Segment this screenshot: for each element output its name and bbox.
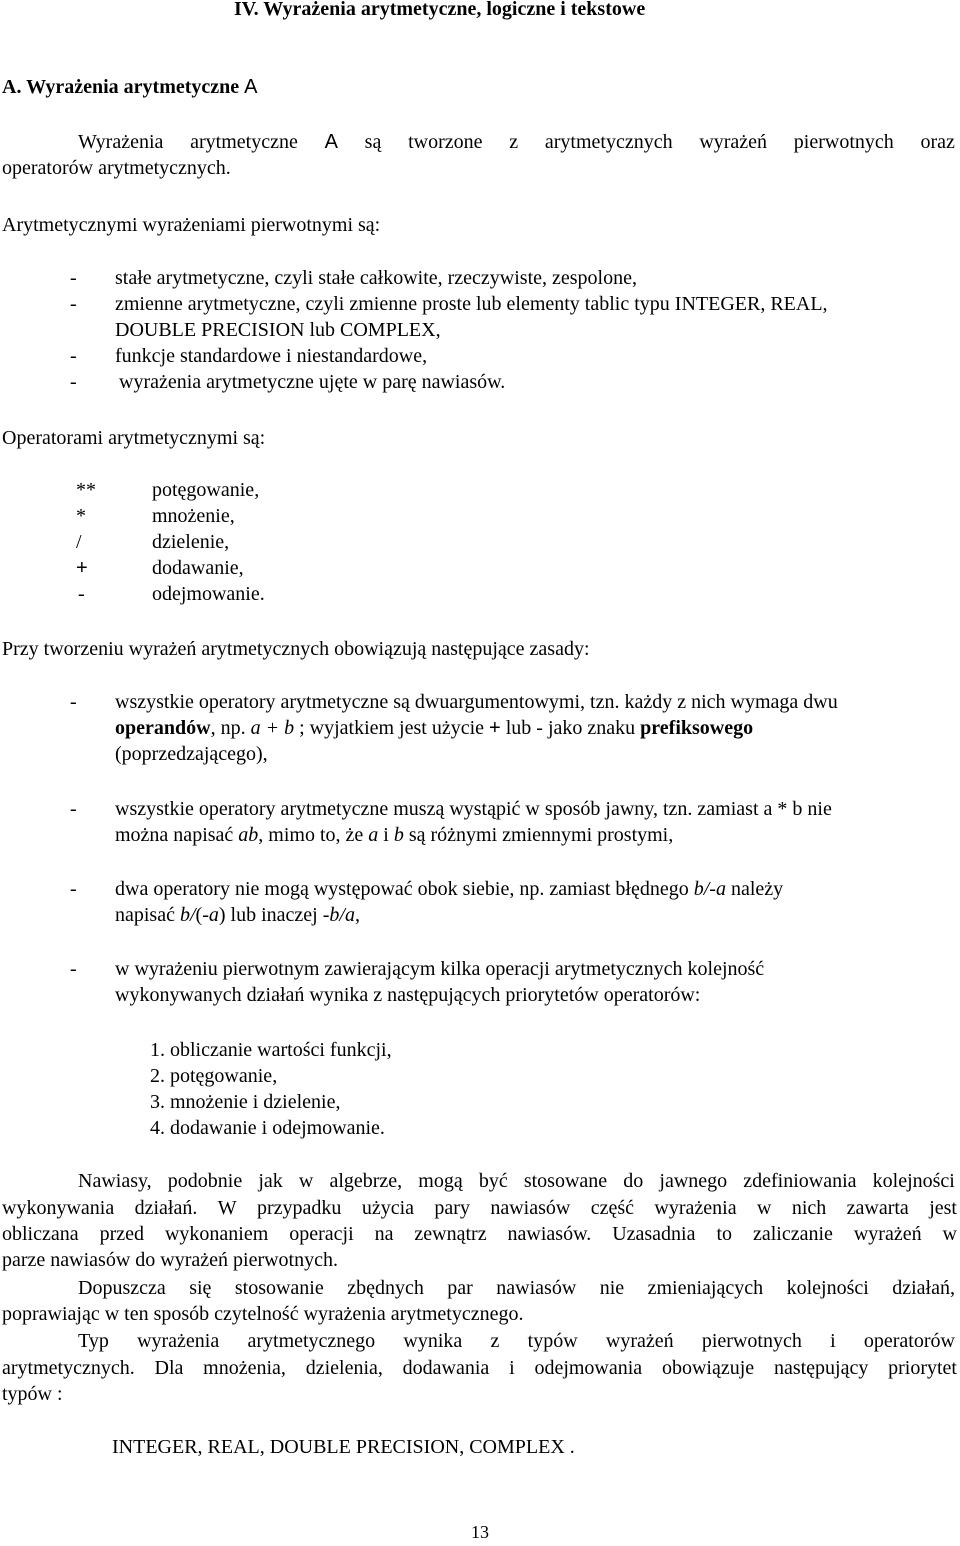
word: działań, (892, 1277, 955, 1299)
word: jest (929, 1197, 957, 1219)
list-dash: - (70, 293, 77, 315)
list-item-continuation: DOUBLE PRECISION lub COMPLEX, (115, 319, 441, 341)
word: odejmowania (534, 1357, 643, 1379)
list-dash: - (70, 691, 77, 713)
word: zewnątrz (414, 1223, 487, 1245)
operator-name: odejmowanie. (152, 583, 265, 605)
word: wykonaniem (164, 1223, 269, 1245)
list-dash: - (70, 371, 77, 393)
paragraph-1-line-4: parze nawiasów do wyrażeń pierwotnych. (2, 1249, 338, 1271)
word: zawarta (846, 1197, 909, 1219)
list-item: stałe arytmetyczne, czyli stałe całkowite, rzeczywiste, zespolone, (115, 267, 637, 289)
list-dash: - (70, 958, 77, 980)
operator-name: dzielenie, (152, 531, 230, 553)
word: kolejności (786, 1277, 869, 1299)
paragraph-3-line-3: typów : (2, 1383, 63, 1405)
word: zdefiniowania (743, 1170, 857, 1192)
word: obowiązuje (661, 1357, 755, 1379)
word: dodawania (402, 1357, 490, 1379)
word: do (623, 1170, 644, 1192)
word: wykonywania (2, 1197, 115, 1219)
word: Nawiasy, (78, 1170, 152, 1192)
word: w (756, 1197, 772, 1219)
priority-item: 2. potęgowanie, (150, 1065, 278, 1087)
word: arytmetycznych (544, 131, 673, 153)
word: wyrażenia (137, 1330, 220, 1352)
word: użycia (361, 1197, 415, 1219)
word: mnożenia, (203, 1357, 286, 1379)
word: par (447, 1277, 473, 1299)
operators-title: Operatorami arytmetycznymi są: (2, 427, 266, 449)
word: oraz (920, 131, 955, 153)
intro-line-2: operatorów arytmetycznych. (2, 157, 231, 179)
word: przypadku (257, 1197, 342, 1219)
word: typów (527, 1330, 578, 1352)
rule-1-line-3: (poprzedzającego), (115, 743, 268, 765)
word: wyrażeń (853, 1223, 922, 1245)
word: następujący (773, 1357, 869, 1379)
list-dash: - (70, 345, 77, 367)
operator-symbol: * (76, 505, 86, 527)
word: tworzone (408, 131, 483, 153)
priority-item: 4. dodawanie i odejmowanie. (150, 1117, 385, 1139)
word: wyrażeń (605, 1330, 674, 1352)
word: mogą (418, 1170, 463, 1192)
rule-2-line-1: wszystkie operatory arytmetyczne muszą wystąpić w sposób jawny, tzn. zamiast a * b nie (115, 798, 832, 820)
priority-item: 1. obliczanie wartości funkcji, (150, 1039, 392, 1061)
paragraph-3-line-1 (78, 1328, 955, 1355)
word: nawiasów. (507, 1223, 592, 1245)
word: działań. (134, 1197, 198, 1219)
word: jawnego (659, 1170, 728, 1192)
rule-1-line-1: wszystkie operatory arytmetyczne są dwuargumentowymi, tzn. każdy z nich wymaga dwu (115, 691, 838, 713)
word: arytmetyczne (190, 131, 298, 153)
word: W (217, 1197, 237, 1219)
list-item: zmienne arytmetyczne, czyli zmienne proste lub elementy tablic typu INTEGER, REAL, (115, 293, 828, 315)
rules-title: Przy tworzeniu wyrażeń arytmetycznych obowiązują następujące zasady: (2, 638, 590, 660)
paragraph-3-line-2 (2, 1355, 957, 1382)
word: w (942, 1223, 957, 1245)
word: Dopuszcza (78, 1277, 166, 1299)
word: są (364, 131, 382, 153)
type-order: INTEGER, REAL, DOUBLE PRECISION, COMPLEX . (112, 1436, 575, 1458)
word: operatorów (863, 1330, 955, 1352)
word: Dla (154, 1357, 184, 1379)
operator-name: mnożenie, (152, 505, 235, 527)
word: Wyrażenia (78, 131, 164, 153)
word: przed (99, 1223, 144, 1245)
paragraph-1-line-3 (2, 1221, 957, 1248)
operator-symbol: ** (76, 479, 96, 501)
word: Typ (78, 1330, 109, 1352)
word: priorytet (888, 1357, 957, 1379)
primitives-title: Arytmetycznymi wyrażeniami pierwotnymi są: (2, 214, 381, 236)
word: dzielenia, (305, 1357, 383, 1379)
paragraph-2-line-1 (78, 1275, 955, 1302)
section-heading: A. Wyrażenia arytmetyczne A (2, 76, 258, 98)
word: być (478, 1170, 508, 1192)
word: arytmetycznych. (2, 1357, 135, 1379)
list-dash: - (70, 267, 77, 289)
word: algebrze, (329, 1170, 403, 1192)
word: zbędnych (347, 1277, 424, 1299)
word: wyrażeń (699, 131, 768, 153)
word: pary (434, 1197, 470, 1219)
rule-1-line-2: operandów, np. a + b ; wyjatkiem jest użycie + lub - jako znaku prefiksowego (115, 717, 754, 739)
operator-name: potęgowanie, (152, 479, 260, 501)
word: Uzasadnia (612, 1223, 696, 1245)
list-item: funkcje standardowe i niestandardowe, (115, 345, 428, 367)
priority-item: 3. mnożenie i dzielenie, (150, 1091, 341, 1113)
rule-4-line-1: w wyrażeniu pierwotnym zawierającym kilka operacji arytmetycznych kolejność (115, 958, 765, 980)
operator-symbol: - (78, 583, 85, 605)
word: operacji (289, 1223, 354, 1245)
list-item: wyrażenia arytmetyczne ujęte w parę nawiasów. (119, 371, 506, 393)
rule-4-line-2: wykonywanych działań wynika z następujących priorytetów operatorów: (115, 984, 701, 1006)
word: w (298, 1170, 314, 1192)
word: nich (791, 1197, 827, 1219)
intro-line-1 (78, 129, 955, 156)
word: na (374, 1223, 394, 1245)
word: arytmetycznego (247, 1330, 376, 1352)
word: zmieniających (647, 1277, 764, 1299)
word: nie (599, 1277, 625, 1299)
word: nawiasów (496, 1277, 577, 1299)
word: A (324, 131, 338, 153)
word: obliczana (2, 1223, 79, 1245)
paragraph-2-line-2: poprawiając w ten sposób czytelność wyrażenia arytmetycznego. (2, 1303, 524, 1325)
paragraph-1-line-2 (2, 1195, 957, 1222)
word: pierwotnych (793, 131, 894, 153)
operator-symbol: + (76, 557, 88, 579)
word: to (716, 1223, 732, 1245)
word: z (490, 1330, 500, 1352)
word: i (509, 1357, 515, 1379)
word: się (189, 1277, 212, 1299)
rule-3-line-1: dwa operatory nie mogą występować obok siebie, np. zamiast błędnego b/-a należy (115, 878, 784, 900)
list-dash: - (70, 878, 77, 900)
operator-symbol: / (76, 531, 82, 553)
word: stosowanie (234, 1277, 324, 1299)
word: część (590, 1197, 635, 1219)
word: zaliczanie (752, 1223, 833, 1245)
word: i (830, 1330, 836, 1352)
rule-3-line-2: napisać b/(-a) lub inaczej -b/a, (115, 904, 360, 926)
word: wynika (403, 1330, 463, 1352)
word: jak (258, 1170, 283, 1192)
word: z (509, 131, 519, 153)
word: nawiasów (490, 1197, 571, 1219)
rule-2-line-2: można napisać ab, mimo to, że a i b są różnymi zmiennymi prostymi, (115, 824, 674, 846)
chapter-heading: IV. Wyrażenia arytmetyczne, logiczne i tekstowe (234, 0, 646, 20)
operator-name: dodawanie, (152, 557, 244, 579)
list-dash: - (70, 798, 77, 820)
word: kolejności (872, 1170, 955, 1192)
page-number: 13 (471, 1522, 489, 1542)
word: stosowane (523, 1170, 608, 1192)
paragraph-1-line-1 (78, 1168, 955, 1195)
word: podobnie (167, 1170, 243, 1192)
word: pierwotnych (701, 1330, 802, 1352)
word: wyrażenia (654, 1197, 737, 1219)
